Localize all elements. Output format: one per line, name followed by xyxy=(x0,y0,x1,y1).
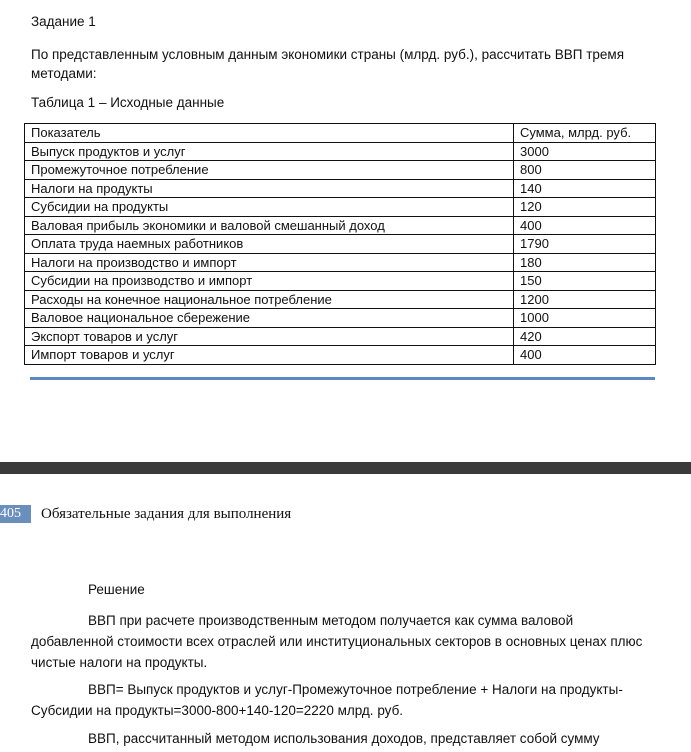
table-row xyxy=(25,216,656,235)
row-value: 1790 xyxy=(514,235,656,254)
accent-divider xyxy=(30,377,655,380)
task-intro: По представленным условным данным экономики страны (млрд. руб.), рассчитать ВВП тремя методами: xyxy=(31,47,624,81)
row-label: Налоги на продукты xyxy=(25,179,514,198)
table-row xyxy=(25,346,656,365)
row-value: 120 xyxy=(514,198,656,217)
table-row xyxy=(25,253,656,272)
row-label: Оплата труда наемных работников xyxy=(25,235,514,254)
row-label: Промежуточное потребление xyxy=(25,161,514,180)
task-title: Задание 1 xyxy=(31,14,96,29)
table-header-row xyxy=(25,124,656,143)
table-caption: Таблица 1 – Исходные данные xyxy=(31,95,225,110)
table-row xyxy=(25,327,656,346)
solution-paragraph-1: ВВП при расчете производственным методом получается как сумма валовой добавленной стоимости всех отраслей или институциональных секторов в основных ценах плюс чистые налоги на продукты. xyxy=(31,613,643,670)
row-label: Валовое национальное сбережение xyxy=(25,309,514,328)
row-value: 400 xyxy=(514,346,656,365)
table-row xyxy=(25,198,656,217)
row-value: 400 xyxy=(514,216,656,235)
row-value: 140 xyxy=(514,179,656,198)
page-break-band xyxy=(0,462,691,474)
table-row xyxy=(25,272,656,291)
row-label: Экспорт товаров и услуг xyxy=(25,327,514,346)
table-row xyxy=(25,142,656,161)
row-value: 3000 xyxy=(514,142,656,161)
row-label: Субсидии на производство и импорт xyxy=(25,272,514,291)
table-row xyxy=(25,290,656,309)
row-label: Субсидии на продукты xyxy=(25,198,514,217)
row-value: 180 xyxy=(514,253,656,272)
row-value: 150 xyxy=(514,272,656,291)
row-value: 1000 xyxy=(514,309,656,328)
row-label: Налоги на производство и импорт xyxy=(25,253,514,272)
table-row xyxy=(25,161,656,180)
row-label: Выпуск продуктов и услуг xyxy=(25,142,514,161)
table-row xyxy=(25,309,656,328)
page-number-badge: 405 xyxy=(0,505,31,523)
solution-heading: Решение xyxy=(88,582,145,597)
row-label: Расходы на конечное национальное потребление xyxy=(25,290,514,309)
source-data-table xyxy=(24,123,656,365)
solution-paragraph-3: ВВП, рассчитанный методом использования доходов, представляет собой сумму xyxy=(88,731,600,746)
table-row xyxy=(25,235,656,254)
row-value: 420 xyxy=(514,327,656,346)
row-value: 800 xyxy=(514,161,656,180)
column-header-amount: Сумма, млрд. руб. xyxy=(514,124,656,143)
table-row xyxy=(25,179,656,198)
row-value: 1200 xyxy=(514,290,656,309)
row-label: Импорт товаров и услуг xyxy=(25,346,514,365)
running-header-title: Обязательные задания для выполнения xyxy=(41,506,292,522)
column-header-indicator: Показатель xyxy=(25,124,514,143)
solution-paragraph-2: ВВП= Выпуск продуктов и услуг-Промежуточное потребление + Налоги на продукты-Субсидии на продукты=3000-800+140-120=2220 млрд. руб. xyxy=(31,682,623,718)
row-label: Валовая прибыль экономики и валовой смешанный доход xyxy=(25,216,514,235)
